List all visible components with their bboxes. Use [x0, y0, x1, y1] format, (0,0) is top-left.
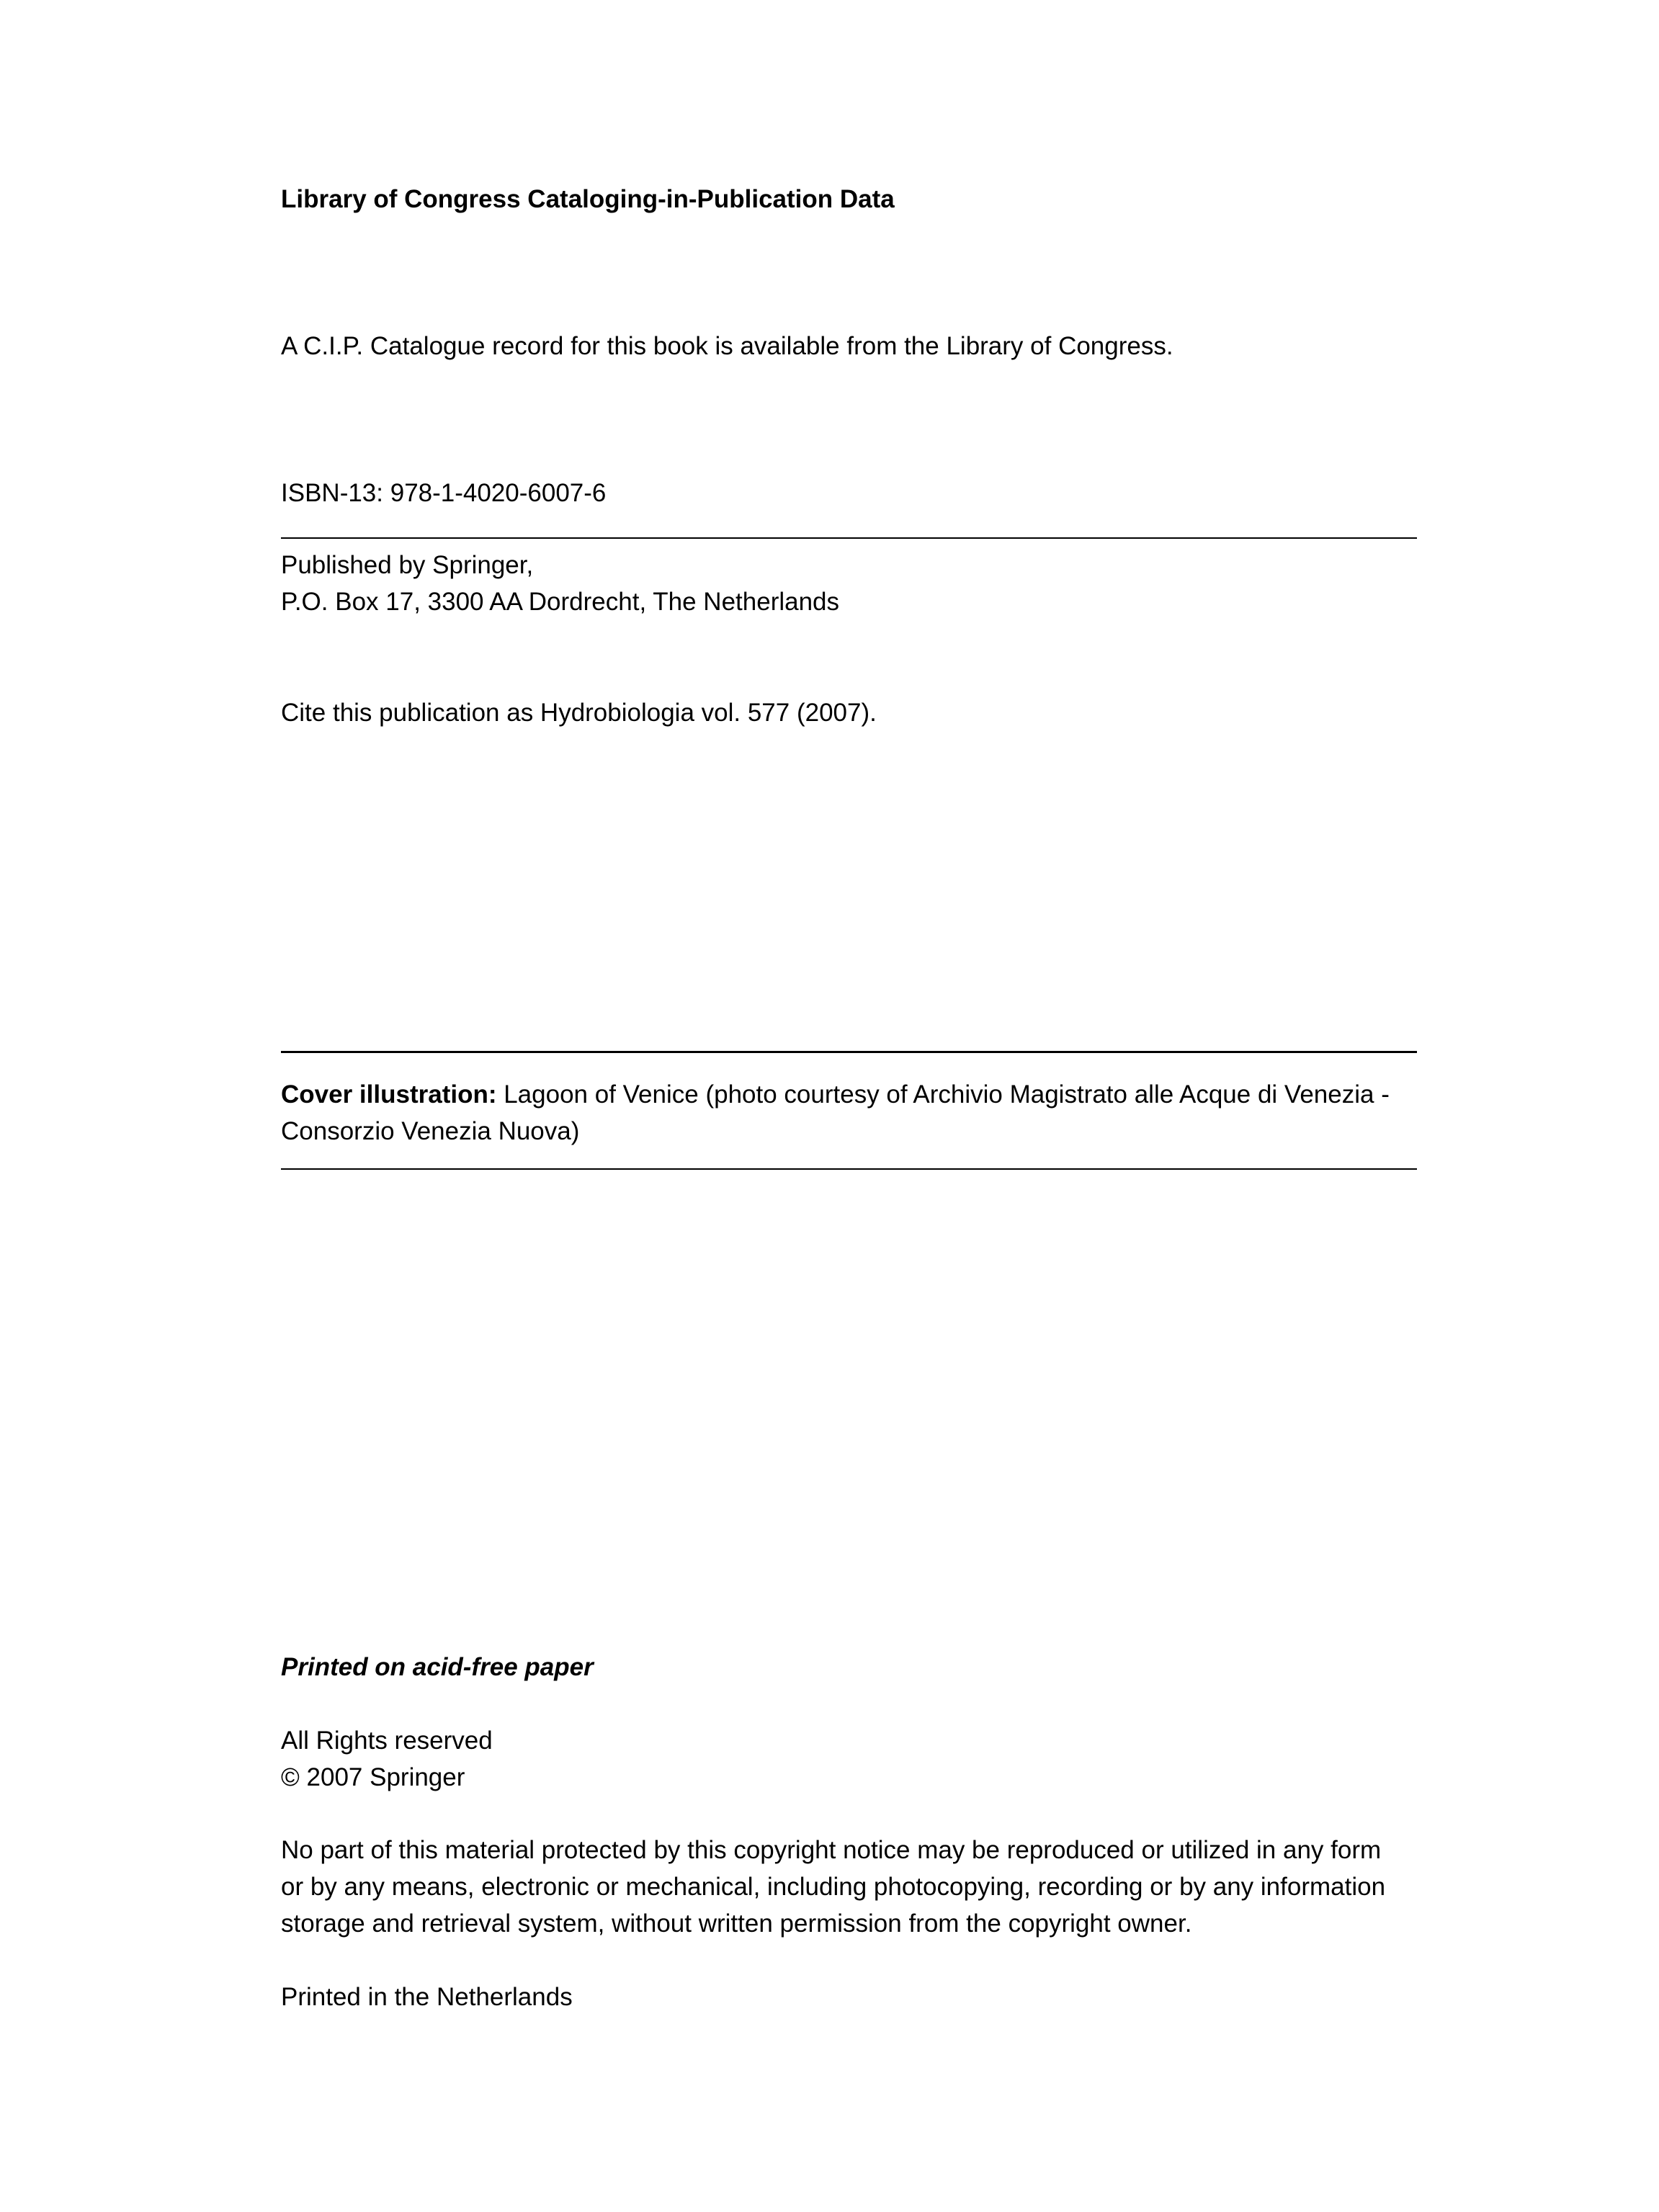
cover-illustration-line-2: Consorzio Venezia Nuova) [281, 1117, 580, 1145]
acid-free-paper-note: Printed on acid-free paper [281, 1653, 594, 1681]
cover-illustration-line-1 [281, 1077, 1390, 1113]
copyright-notice-line-2: or by any means, electronic or mechanical, including photocopying, recording or by any information [281, 1873, 1386, 1901]
copyright-notice-line-3: storage and retrieval system, without written permission from the copyright owner. [281, 1909, 1192, 1938]
cip-record-statement: A C.I.P. Catalogue record for this book is available from the Library of Congress. [281, 332, 1173, 360]
publisher-line-1: Published by Springer, [281, 551, 534, 579]
cip-heading: Library of Congress Cataloging-in-Publication Data [281, 185, 895, 213]
copyright-notice-line-1: No part of this material protected by this copyright notice may be reproduced or utilized in any form [281, 1836, 1382, 1864]
divider-below-cover [281, 1168, 1417, 1170]
copyright-line: © 2007 Springer [281, 1763, 465, 1791]
isbn: ISBN-13: 978-1-4020-6007-6 [281, 479, 607, 507]
divider-above-cover [281, 1051, 1417, 1053]
cover-illustration-label: Cover illustration: [281, 1080, 497, 1109]
citation: Cite this publication as Hydrobiologia vol. 577 (2007). [281, 699, 877, 727]
printed-in: Printed in the Netherlands [281, 1983, 573, 2011]
cover-illustration-text: Lagoon of Venice (photo courtesy of Archivio Magistrato alle Acque di Venezia - [496, 1080, 1390, 1109]
publisher-address: P.O. Box 17, 3300 AA Dordrecht, The Netherlands [281, 588, 840, 616]
divider-after-isbn [281, 537, 1417, 539]
rights-reserved: All Rights reserved [281, 1727, 493, 1755]
